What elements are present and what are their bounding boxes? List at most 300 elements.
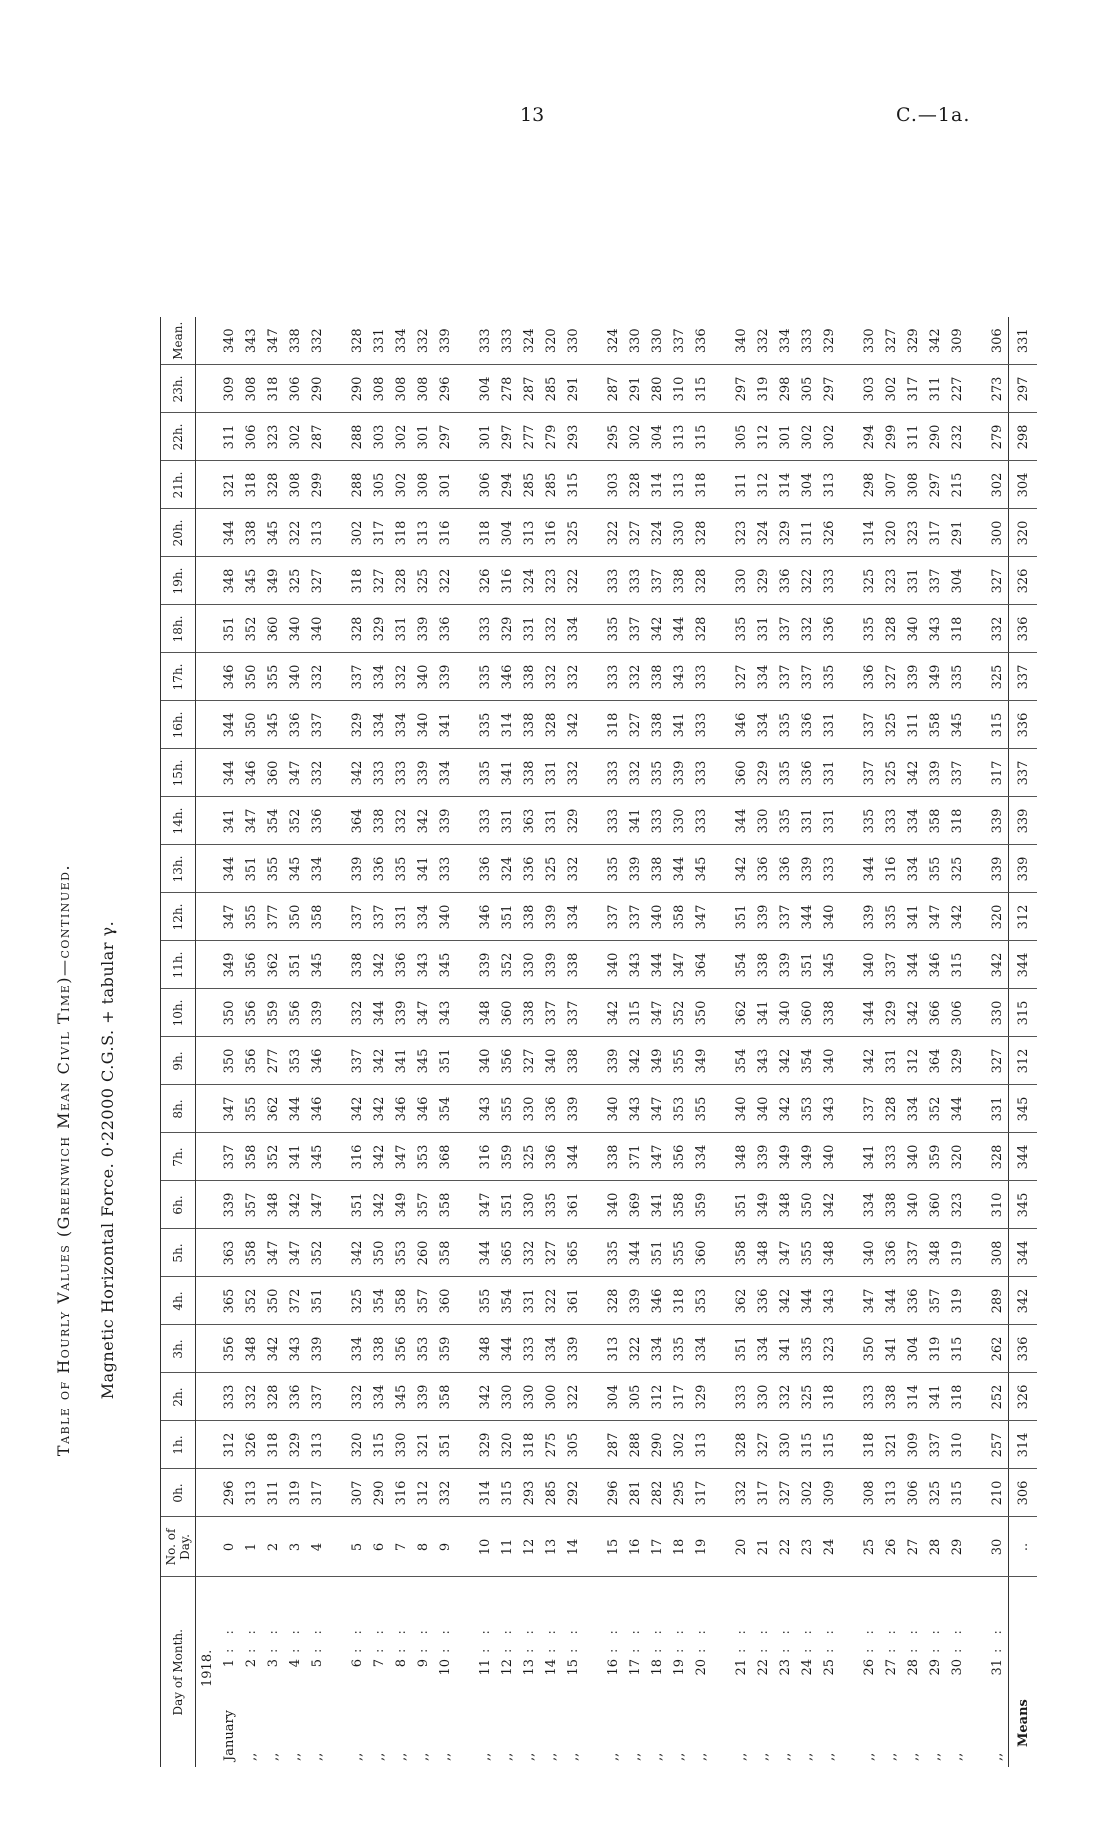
value-cell: 322: [284, 509, 306, 557]
value-cell: 350: [240, 653, 262, 701]
value-cell: 333: [390, 749, 412, 797]
column-header: 14h.: [161, 797, 196, 845]
value-cell: 319: [284, 1469, 306, 1517]
value-cell: 358: [668, 893, 690, 941]
day-of-month-cell: [902, 1577, 924, 1767]
value-cell: 339: [986, 797, 1009, 845]
value-cell: 338: [646, 845, 668, 893]
value-cell: 317: [668, 1373, 690, 1421]
mean-value-cell: 345: [1009, 1181, 1038, 1229]
mean-value-cell: 342: [1009, 1277, 1038, 1325]
value-cell: 332: [540, 653, 562, 701]
means-label: Means: [1009, 1577, 1038, 1767]
value-cell: 295: [602, 413, 624, 461]
value-cell: 348: [774, 1181, 796, 1229]
value-cell: 372: [284, 1277, 306, 1325]
value-cell: 333: [818, 845, 840, 893]
value-cell: 366: [924, 989, 946, 1037]
value-cell: 305: [368, 461, 390, 509]
day-index-cell: 18: [668, 1517, 690, 1577]
value-cell: 297: [496, 413, 518, 461]
day-index-cell: 29: [946, 1517, 968, 1577]
value-cell: 330: [774, 1421, 796, 1469]
day-of-month-cell: [390, 1577, 412, 1767]
table-subtitle: Magnetic Horizontal Force. 0·22000 C.G.S. + tabular γ.: [98, 920, 117, 1400]
value-cell: 314: [774, 461, 796, 509]
value-cell: 302: [796, 1469, 818, 1517]
value-cell: 357: [924, 1277, 946, 1325]
table-row: [986, 317, 1009, 1767]
value-cell: 315: [690, 365, 712, 413]
value-cell: 320: [540, 317, 562, 365]
year-label: 1918.: [199, 1649, 215, 1687]
value-cell: 353: [796, 1085, 818, 1133]
value-cell: 356: [240, 1037, 262, 1085]
value-cell: 262: [986, 1325, 1009, 1373]
value-cell: 306: [946, 989, 968, 1037]
value-cell: 303: [368, 413, 390, 461]
value-cell: 355: [668, 1229, 690, 1277]
value-cell: 324: [602, 317, 624, 365]
value-cell: 313: [880, 1469, 902, 1517]
value-cell: 341: [646, 1181, 668, 1229]
value-cell: 352: [668, 989, 690, 1037]
value-cell: 349: [690, 1037, 712, 1085]
value-cell: 355: [240, 893, 262, 941]
table-row: [752, 317, 774, 1767]
value-cell: 331: [752, 605, 774, 653]
value-cell: 347: [240, 797, 262, 845]
value-cell: 315: [796, 1421, 818, 1469]
value-cell: 354: [496, 1277, 518, 1325]
day-index-cell: 14: [562, 1517, 584, 1577]
value-cell: 329: [818, 317, 840, 365]
value-cell: 294: [858, 413, 880, 461]
value-cell: 334: [902, 1085, 924, 1133]
day-of-month-cell: [730, 1577, 752, 1767]
mean-value-cell: 312: [1009, 893, 1038, 941]
value-cell: 329: [368, 605, 390, 653]
value-cell: 331: [496, 797, 518, 845]
value-cell: 313: [306, 1421, 328, 1469]
column-header: 8h.: [161, 1085, 196, 1133]
value-cell: 313: [818, 461, 840, 509]
value-cell: 317: [986, 749, 1009, 797]
value-cell: 341: [390, 1037, 412, 1085]
table-row: [602, 317, 624, 1767]
value-cell: 336: [690, 317, 712, 365]
value-cell: 351: [284, 941, 306, 989]
value-cell: 320: [496, 1421, 518, 1469]
column-header: 20h.: [161, 509, 196, 557]
leader-dots: : :: [755, 1625, 771, 1653]
value-cell: 329: [562, 797, 584, 845]
value-cell: 335: [474, 701, 496, 749]
day-index-cell: 1: [240, 1517, 262, 1577]
month-label: ,,: [415, 1752, 431, 1761]
leader-dots: : :: [437, 1625, 453, 1653]
value-cell: 318: [946, 605, 968, 653]
value-cell: 334: [346, 1325, 368, 1373]
value-cell: 341: [434, 701, 456, 749]
day-number: 20: [693, 1659, 709, 1676]
value-cell: 318: [346, 557, 368, 605]
value-cell: 329: [346, 701, 368, 749]
value-cell: 327: [986, 557, 1009, 605]
value-cell: 338: [562, 1037, 584, 1085]
value-cell: 347: [690, 893, 712, 941]
value-cell: 289: [986, 1277, 1009, 1325]
value-cell: 339: [474, 941, 496, 989]
value-cell: 331: [818, 749, 840, 797]
table-row: [624, 317, 646, 1767]
column-header: 4h.: [161, 1277, 196, 1325]
value-cell: 330: [562, 317, 584, 365]
value-cell: 279: [540, 413, 562, 461]
value-cell: 317: [902, 365, 924, 413]
value-cell: 300: [986, 509, 1009, 557]
value-cell: 332: [306, 317, 328, 365]
day-index-cell: 6: [368, 1517, 390, 1577]
value-cell: 227: [946, 365, 968, 413]
column-header: 5h.: [161, 1229, 196, 1277]
value-cell: 281: [624, 1469, 646, 1517]
value-cell: 342: [368, 1037, 390, 1085]
day-index-cell: 17: [646, 1517, 668, 1577]
value-cell: 335: [858, 605, 880, 653]
leader-dots: : :: [777, 1625, 793, 1653]
value-cell: 314: [902, 1373, 924, 1421]
value-cell: 346: [218, 653, 240, 701]
value-cell: 337: [924, 557, 946, 605]
value-cell: 312: [218, 1421, 240, 1469]
value-cell: 340: [284, 653, 306, 701]
column-header: 2h.: [161, 1373, 196, 1421]
value-cell: 341: [496, 749, 518, 797]
value-cell: 347: [474, 1181, 496, 1229]
value-cell: 328: [602, 1277, 624, 1325]
value-cell: 338: [518, 701, 540, 749]
day-index-cell: 3: [284, 1517, 306, 1577]
column-header: 0h.: [161, 1469, 196, 1517]
value-cell: 338: [518, 653, 540, 701]
value-cell: 352: [284, 797, 306, 845]
value-cell: 342: [986, 941, 1009, 989]
value-cell: 356: [496, 1037, 518, 1085]
value-cell: 336: [752, 1277, 774, 1325]
table-row: [218, 317, 240, 1767]
column-header: 11h.: [161, 941, 196, 989]
value-cell: 332: [240, 1373, 262, 1421]
value-cell: 340: [818, 893, 840, 941]
value-cell: 343: [412, 941, 434, 989]
leader-dots: : :: [349, 1625, 365, 1653]
value-cell: 351: [730, 893, 752, 941]
value-cell: 321: [218, 461, 240, 509]
value-cell: 340: [412, 653, 434, 701]
value-cell: 278: [496, 365, 518, 413]
value-cell: 324: [646, 509, 668, 557]
value-cell: 334: [390, 317, 412, 365]
value-cell: 323: [262, 413, 284, 461]
value-cell: 324: [518, 557, 540, 605]
value-cell: 314: [474, 1469, 496, 1517]
value-cell: 299: [306, 461, 328, 509]
column-header: 17h.: [161, 653, 196, 701]
table-row: [858, 317, 880, 1767]
value-cell: 343: [474, 1085, 496, 1133]
value-cell: 347: [774, 1229, 796, 1277]
day-number: 15: [565, 1659, 581, 1676]
value-cell: 346: [240, 749, 262, 797]
value-cell: 329: [690, 1373, 712, 1421]
value-cell: 342: [774, 1085, 796, 1133]
value-cell: 358: [240, 1133, 262, 1181]
column-header: 19h.: [161, 557, 196, 605]
value-cell: 351: [730, 1325, 752, 1373]
value-cell: 356: [218, 1325, 240, 1373]
value-cell: 335: [602, 605, 624, 653]
day-of-month-cell: [690, 1577, 712, 1767]
value-cell: 339: [306, 989, 328, 1037]
value-cell: 337: [624, 893, 646, 941]
value-cell: 327: [540, 1229, 562, 1277]
value-cell: 328: [690, 557, 712, 605]
value-cell: 304: [646, 413, 668, 461]
value-cell: 329: [474, 1421, 496, 1469]
value-cell: 331: [390, 605, 412, 653]
value-cell: 305: [796, 365, 818, 413]
value-cell: 323: [902, 509, 924, 557]
value-cell: 324: [496, 845, 518, 893]
group-spacer: [968, 317, 986, 1767]
month-label: ,,: [627, 1752, 643, 1761]
month-label: ,,: [989, 1752, 1005, 1761]
value-cell: 339: [624, 845, 646, 893]
month-label: ,,: [499, 1752, 515, 1761]
value-cell: 304: [474, 365, 496, 413]
value-cell: 342: [902, 989, 924, 1037]
value-cell: 333: [474, 317, 496, 365]
value-cell: 301: [774, 413, 796, 461]
value-cell: 347: [924, 893, 946, 941]
value-cell: 333: [818, 557, 840, 605]
value-cell: 336: [306, 797, 328, 845]
value-cell: 351: [796, 941, 818, 989]
value-cell: 288: [624, 1421, 646, 1469]
value-cell: 302: [796, 413, 818, 461]
day-index-cell: 5: [346, 1517, 368, 1577]
value-cell: 356: [240, 989, 262, 1037]
value-cell: 332: [752, 317, 774, 365]
value-cell: 333: [690, 701, 712, 749]
day-index-cell: 2: [262, 1517, 284, 1577]
value-cell: 304: [496, 509, 518, 557]
value-cell: 340: [730, 317, 752, 365]
value-cell: 318: [858, 1421, 880, 1469]
mean-value-cell: 337: [1009, 749, 1038, 797]
value-cell: 350: [218, 1037, 240, 1085]
value-cell: 302: [284, 413, 306, 461]
value-cell: 328: [346, 317, 368, 365]
value-cell: 337: [540, 989, 562, 1037]
value-cell: 293: [562, 413, 584, 461]
value-cell: 333: [690, 749, 712, 797]
value-cell: 331: [390, 893, 412, 941]
value-cell: 339: [540, 941, 562, 989]
day-index-cell: 21: [752, 1517, 774, 1577]
value-cell: 343: [818, 1085, 840, 1133]
value-cell: 342: [368, 1085, 390, 1133]
day-of-month-cell: [668, 1577, 690, 1767]
value-cell: 322: [434, 557, 456, 605]
value-cell: 335: [774, 749, 796, 797]
value-cell: 332: [624, 653, 646, 701]
value-cell: 316: [474, 1133, 496, 1181]
value-cell: 336: [796, 701, 818, 749]
value-cell: 325: [284, 557, 306, 605]
value-cell: 327: [730, 653, 752, 701]
value-cell: 356: [390, 1325, 412, 1373]
value-cell: 308: [412, 365, 434, 413]
value-cell: 332: [562, 845, 584, 893]
value-cell: 343: [818, 1277, 840, 1325]
value-cell: 327: [368, 557, 390, 605]
value-cell: 312: [752, 461, 774, 509]
value-cell: 313: [306, 509, 328, 557]
leader-dots: : :: [543, 1625, 559, 1653]
value-cell: 349: [262, 557, 284, 605]
value-cell: 349: [390, 1181, 412, 1229]
value-cell: 339: [390, 989, 412, 1037]
value-cell: 362: [730, 1277, 752, 1325]
value-cell: 294: [496, 461, 518, 509]
day-number: 25: [821, 1659, 837, 1676]
value-cell: 340: [858, 941, 880, 989]
value-cell: 313: [668, 461, 690, 509]
value-cell: 362: [262, 1085, 284, 1133]
value-cell: 344: [474, 1229, 496, 1277]
value-cell: 302: [986, 461, 1009, 509]
mean-value-cell: 336: [1009, 701, 1038, 749]
value-cell: 344: [668, 845, 690, 893]
value-cell: 315: [946, 1469, 968, 1517]
value-cell: 336: [796, 749, 818, 797]
value-cell: 348: [474, 989, 496, 1037]
value-cell: 332: [796, 605, 818, 653]
value-cell: 334: [390, 701, 412, 749]
value-cell: 336: [540, 1133, 562, 1181]
value-cell: 339: [434, 653, 456, 701]
day-index-cell: 24: [818, 1517, 840, 1577]
value-cell: 339: [218, 1181, 240, 1229]
value-cell: 340: [752, 1085, 774, 1133]
day-index-cell: 8: [412, 1517, 434, 1577]
value-cell: 339: [412, 1373, 434, 1421]
value-cell: 312: [412, 1469, 434, 1517]
value-cell: 355: [690, 1085, 712, 1133]
value-cell: 288: [346, 461, 368, 509]
value-cell: 328: [880, 605, 902, 653]
value-cell: 346: [306, 1085, 328, 1133]
value-cell: 339: [986, 845, 1009, 893]
table-row: [518, 317, 540, 1767]
value-cell: 330: [624, 317, 646, 365]
value-cell: 345: [412, 1037, 434, 1085]
value-cell: 349: [924, 653, 946, 701]
value-cell: 322: [562, 1373, 584, 1421]
value-cell: 344: [946, 1085, 968, 1133]
day-index-cell: 26: [880, 1517, 902, 1577]
table-row: [306, 317, 328, 1767]
value-cell: 311: [924, 365, 946, 413]
value-cell: 333: [602, 653, 624, 701]
means-row: [1009, 317, 1038, 1767]
value-cell: 347: [284, 1229, 306, 1277]
value-cell: 337: [774, 893, 796, 941]
value-cell: 323: [540, 557, 562, 605]
value-cell: 323: [946, 1181, 968, 1229]
value-cell: 351: [496, 1181, 518, 1229]
value-cell: 291: [562, 365, 584, 413]
value-cell: 319: [752, 365, 774, 413]
value-cell: 344: [646, 941, 668, 989]
value-cell: 332: [774, 1373, 796, 1421]
value-cell: 342: [346, 1229, 368, 1277]
value-cell: 353: [412, 1325, 434, 1373]
value-cell: 333: [602, 557, 624, 605]
value-cell: 279: [986, 413, 1009, 461]
column-header: 21h.: [161, 461, 196, 509]
value-cell: 321: [880, 1421, 902, 1469]
value-cell: 308: [902, 461, 924, 509]
group-spacer: [584, 317, 602, 1767]
day-number: 7: [371, 1659, 387, 1668]
value-cell: 334: [752, 1325, 774, 1373]
day-index-cell: 28: [924, 1517, 946, 1577]
value-cell: 310: [668, 365, 690, 413]
value-cell: 348: [818, 1229, 840, 1277]
value-cell: 287: [306, 413, 328, 461]
value-cell: 342: [902, 749, 924, 797]
value-cell: 360: [262, 605, 284, 653]
value-cell: 285: [540, 1469, 562, 1517]
value-cell: 355: [796, 1229, 818, 1277]
value-cell: 315: [946, 941, 968, 989]
value-cell: 355: [496, 1085, 518, 1133]
value-cell: 350: [858, 1325, 880, 1373]
day-number: 24: [799, 1659, 815, 1676]
value-cell: 341: [924, 1373, 946, 1421]
value-cell: 322: [540, 1277, 562, 1325]
month-label: ,,: [671, 1752, 687, 1761]
value-cell: 357: [240, 1181, 262, 1229]
value-cell: 330: [752, 1373, 774, 1421]
value-cell: 302: [818, 413, 840, 461]
value-cell: 349: [218, 941, 240, 989]
value-cell: 344: [218, 701, 240, 749]
mean-value-cell: 315: [1009, 989, 1038, 1037]
value-cell: 344: [858, 989, 880, 1037]
column-header: 6h.: [161, 1181, 196, 1229]
value-cell: 334: [562, 893, 584, 941]
value-cell: 342: [774, 1037, 796, 1085]
value-cell: 339: [562, 1325, 584, 1373]
value-cell: 343: [284, 1325, 306, 1373]
value-cell: 313: [690, 1421, 712, 1469]
value-cell: 333: [496, 317, 518, 365]
value-cell: 353: [412, 1133, 434, 1181]
